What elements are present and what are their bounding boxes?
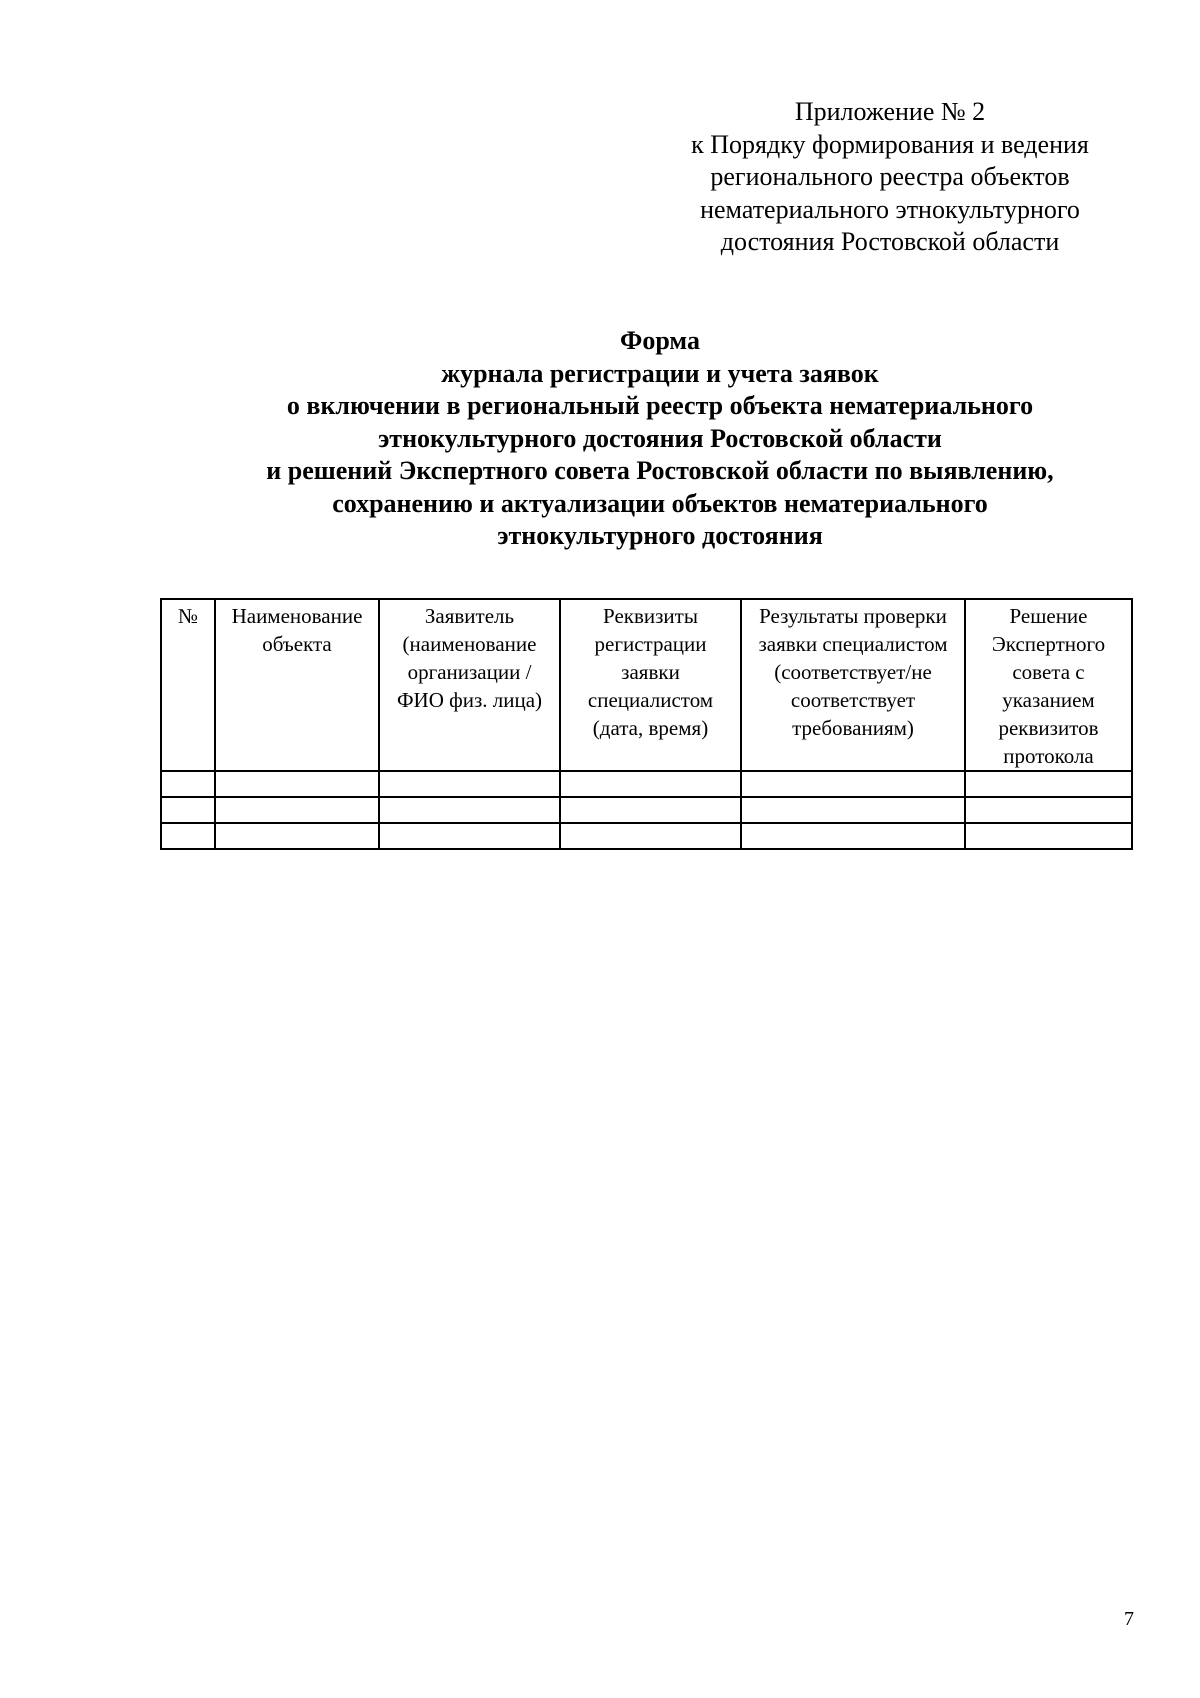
table-cell[interactable]: [161, 797, 215, 823]
annex-line: нематериального этнокультурного: [700, 194, 1080, 224]
registration-journal-table: [160, 598, 1133, 850]
form-title: [150, 325, 1170, 553]
table-header-row: [161, 599, 1132, 771]
table-cell[interactable]: [741, 771, 965, 797]
table-cell[interactable]: [560, 823, 741, 849]
table-cell[interactable]: [741, 823, 965, 849]
table-cell[interactable]: [741, 797, 965, 823]
table-cell[interactable]: [379, 771, 560, 797]
annex-line: к Порядку формирования и ведения: [691, 129, 1089, 159]
title-line: о включении в региональный реестр объекта нематериального: [286, 391, 1034, 420]
annex-line: регионального реестра объектов: [710, 162, 1070, 191]
table-cell[interactable]: [560, 797, 741, 823]
table-cell[interactable]: [965, 823, 1132, 849]
header-check-results: Результаты проверки заявки специалистом (соответствует/не соответствует требованиям): [741, 599, 965, 771]
page-number: 7: [1124, 1608, 1134, 1630]
title-line: журнала регистрации и учета заявок: [441, 358, 879, 388]
table-cell[interactable]: [215, 771, 379, 797]
table-cell[interactable]: [215, 823, 379, 849]
table-row: [161, 797, 1132, 823]
table-cell[interactable]: [965, 797, 1132, 823]
table-row: [161, 823, 1132, 849]
annex-line: Приложение № 2: [794, 97, 986, 126]
table-cell[interactable]: [379, 797, 560, 823]
title-line: этнокультурного достояния Ростовской области: [378, 423, 942, 453]
table-row: [161, 771, 1132, 797]
table-cell[interactable]: [379, 823, 560, 849]
header-registration-details: Реквизиты регистрации заявки специалистом (дата, время): [560, 599, 741, 771]
header-council-decision: Решение Экспертного совета с указанием реквизитов протокола: [965, 599, 1132, 771]
table-cell[interactable]: [161, 823, 215, 849]
title-line: этнокультурного достояния: [497, 521, 823, 550]
table-cell[interactable]: [215, 797, 379, 823]
annex-line: достояния Ростовской области: [720, 227, 1060, 256]
header-applicant: Заявитель (наименование организации / ФИО физ. лица): [379, 599, 560, 771]
table-cell[interactable]: [965, 771, 1132, 797]
title-line: и решений Экспертного совета Ростовской области по выявлению,: [266, 456, 1054, 485]
header-number: №: [161, 599, 215, 771]
title-line: Форма: [620, 326, 700, 355]
title-line: сохранению и актуализации объектов нематериального: [332, 488, 988, 518]
table-cell[interactable]: [560, 771, 741, 797]
annex-reference: [640, 96, 1140, 259]
header-object-name: Наименование объекта: [215, 599, 379, 771]
table-cell[interactable]: [161, 771, 215, 797]
